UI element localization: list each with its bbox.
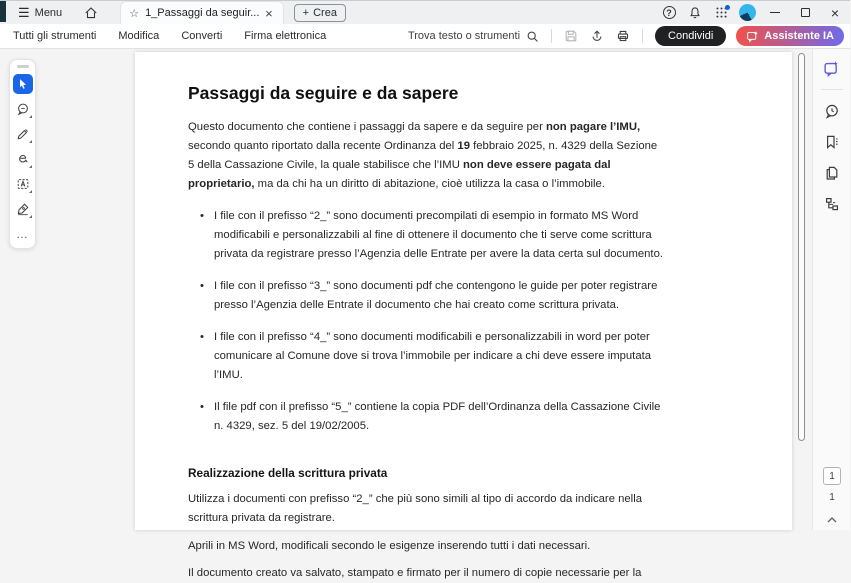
bullet-marker: • — [200, 279, 204, 292]
esign-button[interactable]: Firma elettronica — [244, 30, 327, 42]
highlighter-icon — [16, 127, 30, 141]
page-thumbnails-panel-button[interactable] — [821, 162, 843, 184]
minimize-icon — [770, 12, 780, 13]
avatar — [739, 4, 756, 21]
collapse-chevron-button[interactable] — [826, 516, 838, 524]
share-label: Condividi — [668, 30, 714, 42]
window-minimize-button[interactable] — [760, 1, 790, 25]
vertical-scrollbar[interactable] — [798, 53, 805, 441]
ai-chat-icon — [746, 30, 759, 43]
print-icon — [616, 29, 630, 43]
account-button[interactable] — [734, 1, 760, 25]
total-pages-label: 1 — [829, 492, 835, 503]
window-close-button[interactable] — [820, 1, 850, 25]
add-text-tool-button[interactable] — [13, 174, 33, 194]
doc-block-h1: Passaggi da seguire e da sapere — [188, 83, 459, 103]
divider — [551, 29, 552, 43]
divider — [642, 29, 643, 43]
upload-icon — [590, 29, 604, 43]
ai-assistant-label: Assistente IA — [764, 30, 834, 42]
bell-icon — [688, 6, 702, 20]
textbox-icon — [16, 177, 30, 191]
doc-block-li: • I file con il prefisso “3_” sono documenti pdf che contengono le guide per poter registrare presso l’Agenzia delle Entrate il documento che hai creato come scrittura privata. — [188, 277, 666, 315]
draw-tool-button[interactable] — [13, 149, 33, 169]
bullet-marker: • — [200, 209, 204, 222]
maximize-icon — [801, 8, 810, 17]
help-button[interactable] — [656, 1, 682, 25]
save-icon — [564, 29, 578, 43]
save-button[interactable] — [560, 26, 582, 46]
create-label: Crea — [313, 6, 337, 19]
ellipsis-icon: … — [16, 227, 29, 241]
doc-block-li: • I file con il prefisso “4_” sono documenti modificabili e personalizzabili in word per poter comunicare al Comune dove si trova l’immobile per indicare a chi deve essere imputata l’IMU. — [188, 328, 666, 385]
tab-close-icon[interactable]: × — [265, 5, 273, 21]
attachments-tree-panel-button[interactable] — [821, 193, 843, 215]
ai-assistant-panel-button[interactable] — [821, 57, 843, 79]
title-bar — [0, 0, 850, 24]
close-icon: × — [830, 4, 840, 21]
drag-handle[interactable] — [17, 65, 29, 68]
bullet-marker: • — [200, 400, 204, 413]
home-button[interactable] — [78, 1, 104, 25]
draw-squiggle-icon — [16, 152, 30, 166]
select-tool-button[interactable] — [13, 74, 33, 94]
doc-block-p: Questo documento che contiene i passaggi da sapere e da seguire per non pagare l’IMU, secondo quanto riportato dalla recente Ordinanza del 19 febbraio 2025, n. 4329 della Sezione 5 della Cassazione Civile, la quale stabilisce che l’IMU non deve essere pagata dal proprietario, ma da chi ha un diritto di abitazione, cioè utilizza la casa o l’immobile. — [188, 121, 658, 190]
bullet-marker: • — [200, 330, 204, 343]
search-input[interactable] — [404, 30, 543, 43]
document-tab[interactable] — [120, 1, 283, 24]
doc-block-li: • Il file pdf con il prefisso “5_” contiene la copia PDF dell’Ordinanza della Cassazione Civile n. 4329, sez. 5 del 19/02/2005. — [188, 398, 666, 436]
create-button[interactable] — [294, 4, 346, 22]
current-page-input[interactable]: 1 — [823, 467, 841, 485]
more-tools-button[interactable] — [13, 224, 33, 244]
page-navigation — [813, 467, 851, 524]
doc-block-p: Utilizza i documenti con prefisso “2_” che più sono simili al tipo di accordo da indicare nella scrittura privata da registrare. — [188, 492, 642, 524]
document-content — [135, 52, 792, 583]
search-icon — [526, 30, 539, 43]
background-window-edge — [0, 1, 6, 22]
toolbar — [0, 24, 850, 49]
toolbar-right-cluster — [404, 26, 844, 46]
convert-button[interactable]: Converti — [181, 30, 223, 42]
ai-assistant-button[interactable] — [736, 26, 844, 46]
print-button[interactable] — [612, 26, 634, 46]
window-maximize-button[interactable] — [790, 1, 820, 25]
comment-tool-button[interactable] — [13, 99, 33, 119]
comments-panel-button[interactable] — [821, 100, 843, 122]
notification-dot — [725, 5, 730, 10]
star-icon[interactable]: ☆ — [129, 7, 140, 20]
bookmarks-panel-button[interactable] — [821, 131, 843, 153]
tree-icon — [824, 196, 840, 212]
sign-tool-button[interactable] — [13, 199, 33, 219]
menu-button[interactable] — [12, 1, 68, 25]
upload-button[interactable] — [586, 26, 608, 46]
pages-icon — [824, 165, 840, 181]
tab-title: 1_Passaggi da seguir... — [145, 7, 260, 19]
search-placeholder: Trova testo o strumenti — [407, 30, 521, 42]
doc-block-p: Il documento creato va salvato, stampato e firmato per il numero di copie necessarie per la — [188, 567, 642, 580]
titlebar-right-cluster — [656, 1, 850, 25]
highlight-tool-button[interactable] — [13, 124, 33, 144]
doc-block-p: Aprili in MS Word, modificali secondo le esigenze inserendo tutti i dati necessari. — [188, 539, 591, 552]
sign-pen-icon — [16, 202, 30, 216]
comments-icon — [824, 103, 840, 119]
ai-sparkle-icon — [823, 60, 840, 77]
divider — [821, 89, 843, 90]
apps-grid-button[interactable] — [708, 1, 734, 25]
all-tools-button[interactable]: Tutti gli strumenti — [13, 30, 97, 42]
hamburger-icon: ☰ — [18, 5, 30, 20]
comment-icon — [16, 102, 30, 116]
doc-block-h2: Realizzazione della scrittura privata — [188, 465, 388, 480]
menu-label: Menu — [34, 6, 63, 19]
help-icon: ? — [663, 6, 676, 19]
plus-icon: + — [302, 6, 310, 19]
quick-tools-panel — [9, 59, 36, 249]
bookmark-icon — [824, 134, 840, 150]
right-panel-rail — [812, 49, 850, 530]
notifications-button[interactable] — [682, 1, 708, 25]
document-page — [135, 52, 792, 580]
share-button[interactable] — [655, 26, 726, 46]
cursor-icon — [17, 78, 29, 90]
doc-block-li: • I file con il prefisso “2_” sono documenti precompilati di esempio in formato MS Word modificabili e personalizzabili al fine di ottenere il documento che ti serve come scrittura privata da registrare presso l’Agenzia delle Entrate per avere la data certa sul documento. — [188, 207, 666, 264]
home-icon — [84, 6, 98, 20]
edit-button[interactable]: Modifica — [118, 30, 160, 42]
